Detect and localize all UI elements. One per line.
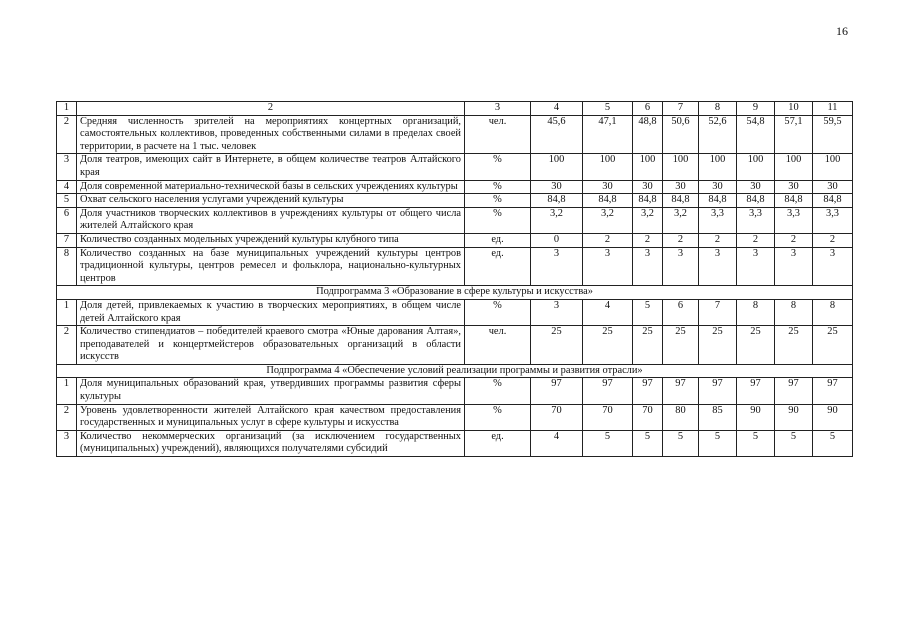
value-cell: 8 <box>813 299 853 325</box>
value-cell: 57,1 <box>775 115 813 154</box>
value-cell: 30 <box>633 180 663 194</box>
indicator-name: Уровень удовлетворенности жителей Алтайского края качеством предоставления государственных и муниципальных услуг в сфере культуры и искусства <box>77 404 465 430</box>
value-cell: 3 <box>737 247 775 286</box>
value-cell: 30 <box>813 180 853 194</box>
value-cell: 97 <box>737 378 775 404</box>
value-cell: 84,8 <box>775 194 813 208</box>
unit-cell: % <box>465 299 531 325</box>
subprogram-heading: Подпрограмма 4 «Обеспечение условий реализации программы и развития отрасли» <box>57 364 853 378</box>
table-row <box>57 154 853 180</box>
value-cell: 84,8 <box>633 194 663 208</box>
value-cell: 5 <box>775 430 813 456</box>
unit-cell: ед. <box>465 247 531 286</box>
value-cell: 2 <box>663 233 699 247</box>
value-cell: 30 <box>663 180 699 194</box>
value-cell: 3,3 <box>737 207 775 233</box>
column-header: 1 <box>57 102 77 116</box>
indicator-name: Доля современной материально-технической базы в сельских учреждениях культуры <box>77 180 465 194</box>
value-cell: 97 <box>699 378 737 404</box>
value-cell: 4 <box>531 430 583 456</box>
value-cell: 2 <box>633 233 663 247</box>
row-number: 2 <box>57 115 77 154</box>
value-cell: 30 <box>775 180 813 194</box>
value-cell: 100 <box>663 154 699 180</box>
unit-cell: % <box>465 154 531 180</box>
unit-cell: % <box>465 404 531 430</box>
indicator-name: Количество некоммерческих организаций (за исключением государственных (муниципальных) учреждений), являющихся получателями субсидий <box>77 430 465 456</box>
value-cell: 30 <box>583 180 633 194</box>
unit-cell: ед. <box>465 430 531 456</box>
column-header: 2 <box>77 102 465 116</box>
value-cell: 97 <box>531 378 583 404</box>
table-row <box>57 247 853 286</box>
value-cell: 25 <box>737 326 775 365</box>
column-header: 6 <box>633 102 663 116</box>
value-cell: 80 <box>663 404 699 430</box>
indicator-name: Охват сельского населения услугами учреждений культуры <box>77 194 465 208</box>
value-cell: 3 <box>813 247 853 286</box>
value-cell: 97 <box>633 378 663 404</box>
unit-cell: % <box>465 378 531 404</box>
value-cell: 97 <box>813 378 853 404</box>
row-number: 3 <box>57 154 77 180</box>
value-cell: 45,6 <box>531 115 583 154</box>
value-cell: 48,8 <box>633 115 663 154</box>
value-cell: 25 <box>813 326 853 365</box>
value-cell: 3,3 <box>775 207 813 233</box>
value-cell: 3,3 <box>699 207 737 233</box>
value-cell: 84,8 <box>813 194 853 208</box>
value-cell: 100 <box>531 154 583 180</box>
unit-cell: % <box>465 180 531 194</box>
unit-cell: чел. <box>465 326 531 365</box>
value-cell: 3,2 <box>663 207 699 233</box>
value-cell: 3 <box>699 247 737 286</box>
value-cell: 47,1 <box>583 115 633 154</box>
column-header: 7 <box>663 102 699 116</box>
table-row <box>57 233 853 247</box>
subprogram-heading-row <box>57 286 853 300</box>
row-number: 5 <box>57 194 77 208</box>
value-cell: 52,6 <box>699 115 737 154</box>
value-cell: 3 <box>531 299 583 325</box>
row-number: 2 <box>57 326 77 365</box>
row-number: 6 <box>57 207 77 233</box>
value-cell: 2 <box>813 233 853 247</box>
value-cell: 30 <box>737 180 775 194</box>
value-cell: 70 <box>633 404 663 430</box>
value-cell: 3,3 <box>813 207 853 233</box>
table-header-row <box>57 102 853 116</box>
value-cell: 25 <box>663 326 699 365</box>
row-number: 8 <box>57 247 77 286</box>
value-cell: 100 <box>775 154 813 180</box>
value-cell: 7 <box>699 299 737 325</box>
page-number: 16 <box>836 24 848 38</box>
indicator-name: Доля театров, имеющих сайт в Интернете, в общем количестве театров Алтайского края <box>77 154 465 180</box>
unit-cell: чел. <box>465 115 531 154</box>
column-header: 8 <box>699 102 737 116</box>
column-header: 9 <box>737 102 775 116</box>
value-cell: 97 <box>583 378 633 404</box>
value-cell: 97 <box>775 378 813 404</box>
value-cell: 5 <box>737 430 775 456</box>
value-cell: 8 <box>737 299 775 325</box>
value-cell: 84,8 <box>583 194 633 208</box>
table-row <box>57 299 853 325</box>
value-cell: 5 <box>633 430 663 456</box>
value-cell: 30 <box>699 180 737 194</box>
value-cell: 90 <box>775 404 813 430</box>
column-header: 3 <box>465 102 531 116</box>
value-cell: 5 <box>663 430 699 456</box>
unit-cell: ед. <box>465 233 531 247</box>
value-cell: 25 <box>633 326 663 365</box>
table-row <box>57 115 853 154</box>
value-cell: 90 <box>813 404 853 430</box>
value-cell: 2 <box>583 233 633 247</box>
value-cell: 50,6 <box>663 115 699 154</box>
value-cell: 6 <box>663 299 699 325</box>
table-row <box>57 404 853 430</box>
row-number: 7 <box>57 233 77 247</box>
value-cell: 84,8 <box>737 194 775 208</box>
indicator-name: Доля участников творческих коллективов в учреждениях культуры от общего числа жителей Алтайского края <box>77 207 465 233</box>
table-row <box>57 194 853 208</box>
value-cell: 3 <box>583 247 633 286</box>
row-number: 1 <box>57 299 77 325</box>
table-row <box>57 430 853 456</box>
value-cell: 3 <box>633 247 663 286</box>
unit-cell: % <box>465 207 531 233</box>
table-row <box>57 326 853 365</box>
value-cell: 100 <box>699 154 737 180</box>
value-cell: 3 <box>531 247 583 286</box>
value-cell: 54,8 <box>737 115 775 154</box>
column-header: 10 <box>775 102 813 116</box>
value-cell: 5 <box>633 299 663 325</box>
value-cell: 8 <box>775 299 813 325</box>
value-cell: 3 <box>663 247 699 286</box>
row-number: 4 <box>57 180 77 194</box>
value-cell: 5 <box>813 430 853 456</box>
indicators-table <box>56 101 853 457</box>
indicator-name: Средняя численность зрителей на мероприятиях концертных организаций, самостоятельных коллективов, проведенных собственными силами в пределах своей территории, в расчете на 1 тыс. человек <box>77 115 465 154</box>
value-cell: 3 <box>775 247 813 286</box>
value-cell: 97 <box>663 378 699 404</box>
value-cell: 3,2 <box>531 207 583 233</box>
subprogram-heading-row <box>57 364 853 378</box>
table-row <box>57 180 853 194</box>
value-cell: 3,2 <box>583 207 633 233</box>
row-number: 2 <box>57 404 77 430</box>
value-cell: 3,2 <box>633 207 663 233</box>
value-cell: 5 <box>583 430 633 456</box>
unit-cell: % <box>465 194 531 208</box>
indicator-name: Количество созданных на базе муниципальных учреждений культуры центров традиционной культуры, центров ремесел и фольклора, национально-культурных центров <box>77 247 465 286</box>
value-cell: 85 <box>699 404 737 430</box>
value-cell: 84,8 <box>531 194 583 208</box>
row-number: 1 <box>57 378 77 404</box>
indicator-name: Количество созданных модельных учреждений культуры клубного типа <box>77 233 465 247</box>
table-row <box>57 378 853 404</box>
value-cell: 84,8 <box>699 194 737 208</box>
value-cell: 25 <box>531 326 583 365</box>
column-header: 11 <box>813 102 853 116</box>
indicator-name: Доля детей, привлекаемых к участию в творческих мероприятиях, в общем числе детей Алтайского края <box>77 299 465 325</box>
value-cell: 30 <box>531 180 583 194</box>
value-cell: 2 <box>775 233 813 247</box>
value-cell: 4 <box>583 299 633 325</box>
subprogram-heading: Подпрограмма 3 «Образование в сфере культуры и искусства» <box>57 286 853 300</box>
value-cell: 5 <box>699 430 737 456</box>
column-header: 5 <box>583 102 633 116</box>
value-cell: 2 <box>737 233 775 247</box>
value-cell: 70 <box>531 404 583 430</box>
indicator-name: Доля муниципальных образований края, утвердивших программы развития сферы культуры <box>77 378 465 404</box>
row-number: 3 <box>57 430 77 456</box>
value-cell: 2 <box>699 233 737 247</box>
value-cell: 0 <box>531 233 583 247</box>
value-cell: 100 <box>813 154 853 180</box>
value-cell: 70 <box>583 404 633 430</box>
value-cell: 90 <box>737 404 775 430</box>
value-cell: 25 <box>699 326 737 365</box>
value-cell: 59,5 <box>813 115 853 154</box>
value-cell: 25 <box>775 326 813 365</box>
value-cell: 100 <box>737 154 775 180</box>
value-cell: 25 <box>583 326 633 365</box>
column-header: 4 <box>531 102 583 116</box>
indicator-name: Количество стипендиатов – победителей краевого смотра «Юные дарования Алтая», преподавателей и концертмейстеров образовательных организаций в области искусств <box>77 326 465 365</box>
value-cell: 100 <box>583 154 633 180</box>
value-cell: 100 <box>633 154 663 180</box>
table-row <box>57 207 853 233</box>
value-cell: 84,8 <box>663 194 699 208</box>
